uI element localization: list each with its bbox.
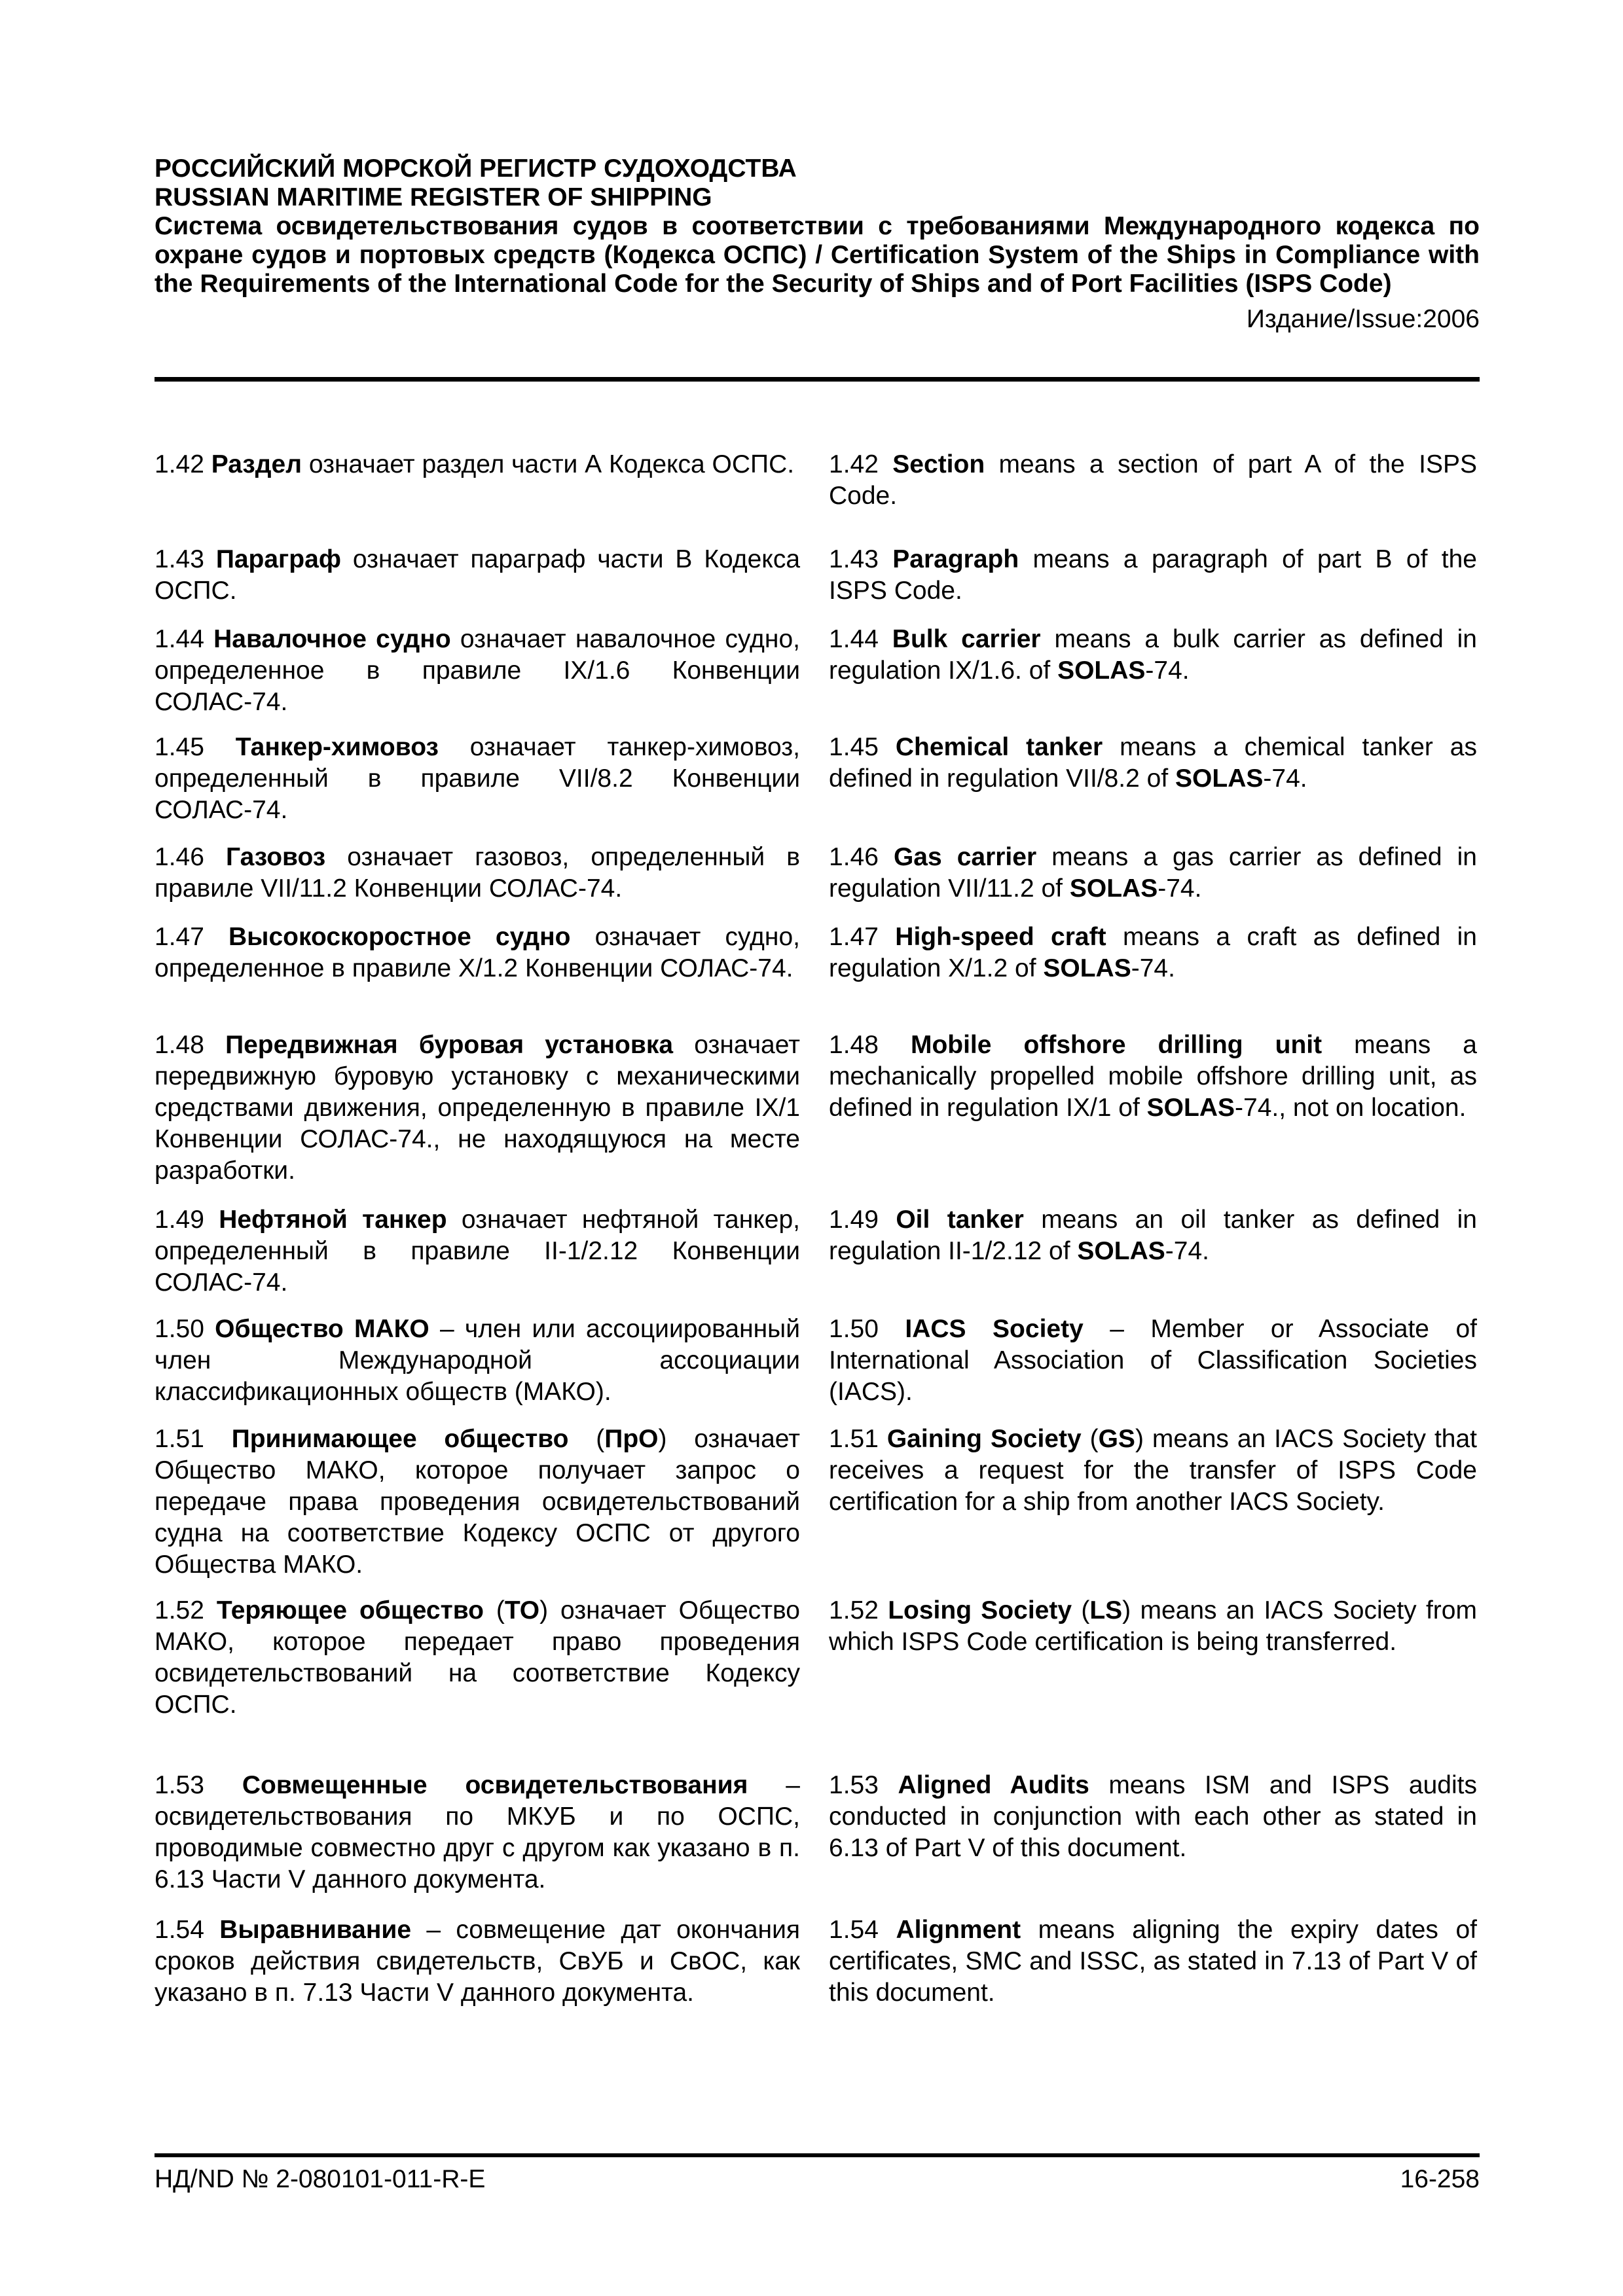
definition-text-ru	[155, 1314, 800, 1408]
definition-en	[829, 1204, 1477, 1267]
definition-body: означает раздел части А Кодекса ОСПС.	[302, 450, 795, 478]
clause-number: 1.54	[155, 1916, 204, 1944]
definition-ru	[155, 1770, 800, 1895]
defined-term: Выравнивание	[219, 1916, 412, 1944]
convention-name: SOLAS	[1146, 1094, 1235, 1122]
org-name-ru: РОССИЙСКИЙ МОРСКОЙ РЕГИСТР СУДОХОДСТВА	[155, 154, 797, 183]
definition-en	[829, 1030, 1477, 1124]
definition-body: – освидетельствования по МКУБ и по ОСПС, проводимые совместно друг с другом как указано в п. 6.13 Части V данного документа.	[155, 1771, 800, 1893]
defined-term: IACS Society	[905, 1315, 1084, 1343]
definition-en	[829, 1424, 1477, 1518]
footer-divider	[155, 2153, 1480, 2157]
definition-text-en	[829, 922, 1477, 984]
definition-text-ru	[155, 624, 800, 718]
definition-text-en	[829, 449, 1477, 512]
clause-number: 1.43	[155, 545, 204, 573]
term-bracket: (	[568, 1425, 605, 1453]
clause-number: 1.44	[829, 625, 879, 653]
definition-ru	[155, 922, 800, 984]
document-number: НД/ND № 2-080101-011-R-E	[155, 2165, 486, 2193]
defined-term: Oil tanker	[896, 1206, 1024, 1234]
definition-tail: -74.	[1145, 656, 1190, 685]
definition-text-en	[829, 624, 1477, 687]
definition-en	[829, 1314, 1477, 1408]
defined-term: Совмещенные освидетельствования	[242, 1771, 748, 1799]
definition-body: означает танкер-химовоз, определенный в правиле VII/8.2 Конвенции СОЛАС-74.	[155, 733, 800, 824]
definition-text-ru	[155, 1770, 800, 1895]
definition-en	[829, 544, 1477, 607]
definition-body: означает передвижную буровую установку с механическими средствами движения, определенную в правиле IX/1 Конвенции СОЛАС-74., не находящуюся на месте разработки.	[155, 1031, 800, 1185]
defined-term: Навалочное судно	[213, 625, 451, 653]
clause-number: 1.53	[155, 1771, 204, 1799]
clause-number: 1.47	[829, 923, 879, 951]
clause-number: 1.51	[829, 1425, 879, 1453]
definition-text-en	[829, 1314, 1477, 1408]
definition-body: means ISM and ISPS audits conducted in conjunction with each other as stated in 6.13 of Part V of this document.	[829, 1771, 1477, 1862]
defined-term: Aligned Audits	[898, 1771, 1089, 1799]
definition-text-en	[829, 1204, 1477, 1267]
definition-body: means a mechanically propelled mobile offshore drilling unit, as defined in regulation IX/1 of	[829, 1031, 1477, 1122]
defined-term: Section	[892, 450, 985, 478]
definition-ru	[155, 732, 800, 826]
definition-text-ru	[155, 732, 800, 826]
convention-name: SOLAS	[1057, 656, 1146, 685]
clause-number: 1.42	[829, 450, 879, 478]
definition-text-en	[829, 1595, 1477, 1658]
definition-tail: -74.	[1158, 874, 1202, 903]
clause-number: 1.54	[829, 1916, 879, 1944]
definition-en	[829, 842, 1477, 905]
definition-body: means a chemical tanker as defined in regulation VII/8.2 of	[829, 733, 1477, 793]
clause-number: 1.49	[829, 1206, 879, 1234]
definition-ru	[155, 1424, 800, 1581]
definition-body: means a section of part A of the ISPS Code.	[829, 450, 1477, 510]
clause-number: 1.48	[829, 1031, 879, 1059]
page-header	[155, 154, 1480, 334]
clause-number: 1.46	[155, 843, 204, 871]
definition-en	[829, 449, 1477, 512]
definition-body: ) означает Общество МАКО, которое передает право проведения освидетельствований на соответствие Кодексу ОСПС.	[155, 1596, 800, 1719]
definition-body: means a craft as defined in regulation X/1.2 of	[829, 923, 1477, 982]
clause-number: 1.50	[829, 1315, 879, 1343]
definition-text-en	[829, 1770, 1477, 1864]
clause-number: 1.44	[155, 625, 204, 653]
clause-number: 1.52	[155, 1596, 204, 1624]
definition-body: means an oil tanker as defined in regulation II-1/2.12 of	[829, 1206, 1478, 1265]
definition-ru	[155, 624, 800, 718]
definition-ru	[155, 544, 800, 607]
definition-en	[829, 1595, 1477, 1658]
definition-ru	[155, 449, 800, 480]
defined-term: Принимающее общество	[231, 1425, 569, 1453]
definition-body: означает газовоз, определенный в правиле VII/11.2 Конвенции СОЛАС-74.	[155, 843, 800, 903]
defined-term: High-speed craft	[895, 923, 1106, 951]
definition-en	[829, 1770, 1477, 1864]
definition-tail: -74., not on location.	[1235, 1094, 1467, 1122]
clause-number: 1.48	[155, 1031, 204, 1059]
clause-number: 1.49	[155, 1206, 204, 1234]
clause-number: 1.45	[155, 733, 204, 761]
definition-body: ) means an IACS Society from which ISPS Code certification is being transferred.	[829, 1596, 1477, 1656]
definition-ru	[155, 1595, 800, 1721]
definition-body: – Member or Associate of International Association of Classification Societies (IACS).	[829, 1315, 1477, 1406]
clause-number: 1.51	[155, 1425, 204, 1453]
defined-term: Gas carrier	[893, 843, 1037, 871]
clause-number: 1.53	[829, 1771, 879, 1799]
definition-body: means a bulk carrier as defined in regulation IX/1.6. of	[829, 625, 1477, 685]
definition-tail: -74.	[1131, 954, 1175, 982]
defined-term: Chemical tanker	[895, 733, 1103, 761]
page-number: 16-258	[1400, 2165, 1480, 2193]
convention-name: SOLAS	[1069, 874, 1158, 903]
term-abbreviation: ПрО	[604, 1425, 659, 1453]
definition-text-en	[829, 1914, 1477, 2009]
definition-text-en	[829, 842, 1477, 905]
definition-body: означает судно, определенное в правиле Х/1.2 Конвенции СОЛАС-74.	[155, 923, 800, 982]
term-bracket: (	[1081, 1425, 1099, 1453]
clause-number: 1.46	[829, 843, 879, 871]
definition-en	[829, 624, 1477, 687]
definition-body: means a gas carrier as defined in regulation VII/11.2 of	[829, 843, 1477, 903]
term-abbreviation: ТО	[504, 1596, 540, 1624]
definition-text-ru	[155, 922, 800, 984]
definition-body: ) означает Общество МАКО, которое получает запрос о передаче права проведения освидетельствований судна на соответствие Кодексу ОСПС от другого Общества МАКО.	[155, 1425, 801, 1579]
definition-body: means aligning the expiry dates of certificates, SMC and ISSC, as stated in 7.13 of Part V of this document.	[829, 1916, 1477, 2007]
defined-term: Передвижная буровая установка	[225, 1031, 674, 1059]
document-title: Система освидетельствования судов в соответствии с требованиями Международного кодекса по охране судов и портовых средств (Кодекса ОСПС) / Certification System of the Ships in Compliance with the Requirements of the International Code for the Security of Ships and of Port Facilities (ISPS Code)	[155, 212, 1480, 298]
defined-term: Параграф	[215, 545, 341, 573]
definition-en	[829, 732, 1477, 795]
definition-body: означает параграф части В Кодекса ОСПС.	[155, 545, 801, 605]
clause-number: 1.43	[829, 545, 879, 573]
defined-term: Общество МАКО	[215, 1315, 429, 1343]
definition-ru	[155, 1204, 800, 1299]
defined-term: Теряющее общество	[216, 1596, 484, 1624]
convention-name: SOLAS	[1043, 954, 1131, 982]
defined-term: Paragraph	[892, 545, 1019, 573]
definition-text-ru	[155, 842, 800, 905]
header-divider	[155, 377, 1480, 382]
defined-term: Mobile offshore drilling unit	[910, 1031, 1322, 1059]
definition-ru	[155, 1914, 800, 2009]
definition-text-ru	[155, 544, 800, 607]
definition-text-en	[829, 1030, 1477, 1124]
definition-text-en	[829, 544, 1477, 607]
clause-number: 1.50	[155, 1315, 204, 1343]
convention-name: SOLAS	[1077, 1237, 1165, 1265]
convention-name: SOLAS	[1175, 764, 1264, 793]
definition-en	[829, 922, 1477, 984]
definition-text-en	[829, 732, 1477, 795]
definition-text-ru	[155, 1914, 800, 2009]
clause-number: 1.52	[829, 1596, 879, 1624]
term-bracket: (	[484, 1596, 505, 1624]
definition-text-ru	[155, 449, 800, 480]
definition-ru	[155, 1314, 800, 1408]
definition-body: means a paragraph of part B of the ISPS Code.	[829, 545, 1477, 605]
definition-text-ru	[155, 1595, 800, 1721]
definition-body: означает нефтяной танкер, определенный в правиле II-1/2.12 Конвенции СОЛАС-74.	[155, 1206, 800, 1297]
defined-term: Высокоскоростное судно	[228, 923, 571, 951]
term-abbreviation: LS	[1089, 1596, 1123, 1624]
org-name-en: RUSSIAN MARITIME REGISTER OF SHIPPING	[155, 183, 712, 211]
term-bracket: (	[1072, 1596, 1090, 1624]
edition-label: Издание/Issue:2006	[1246, 305, 1480, 333]
clause-number: 1.42	[155, 450, 204, 478]
definition-text-ru	[155, 1204, 800, 1299]
definition-body: ) means an IACS Society that receives a request for the transfer of ISPS Code certification for a ship from another IACS Society.	[829, 1425, 1477, 1516]
defined-term: Раздел	[211, 450, 302, 478]
definition-ru	[155, 1030, 800, 1187]
definition-text-ru	[155, 1030, 800, 1187]
definition-body: означает навалочное судно, определенное в правиле IX/1.6 Конвенции СОЛАС-74.	[155, 625, 800, 716]
defined-term: Losing Society	[888, 1596, 1072, 1624]
clause-number: 1.45	[829, 733, 879, 761]
definition-en	[829, 1914, 1477, 2009]
defined-term: Gaining Society	[886, 1425, 1082, 1453]
defined-term: Bulk carrier	[892, 625, 1041, 653]
defined-term: Танкер-химовоз	[235, 733, 439, 761]
defined-term: Alignment	[896, 1916, 1021, 1944]
definition-text-ru	[155, 1424, 800, 1581]
term-abbreviation: GS	[1098, 1425, 1135, 1453]
definition-body: – совмещение дат окончания сроков действия свидетельств, СвУБ и СвОС, как указано в п. 7.13 Части V данного документа.	[155, 1916, 800, 2007]
definition-tail: -74.	[1263, 764, 1307, 793]
definition-tail: -74.	[1165, 1237, 1209, 1265]
defined-term: Нефтяной танкер	[219, 1206, 447, 1234]
definition-body: – член или ассоциированный член Международной ассоциации классификационных обществ (МАКО).	[155, 1315, 800, 1406]
clause-number: 1.47	[155, 923, 204, 951]
definition-ru	[155, 842, 800, 905]
definition-text-en	[829, 1424, 1477, 1518]
defined-term: Газовоз	[226, 843, 326, 871]
